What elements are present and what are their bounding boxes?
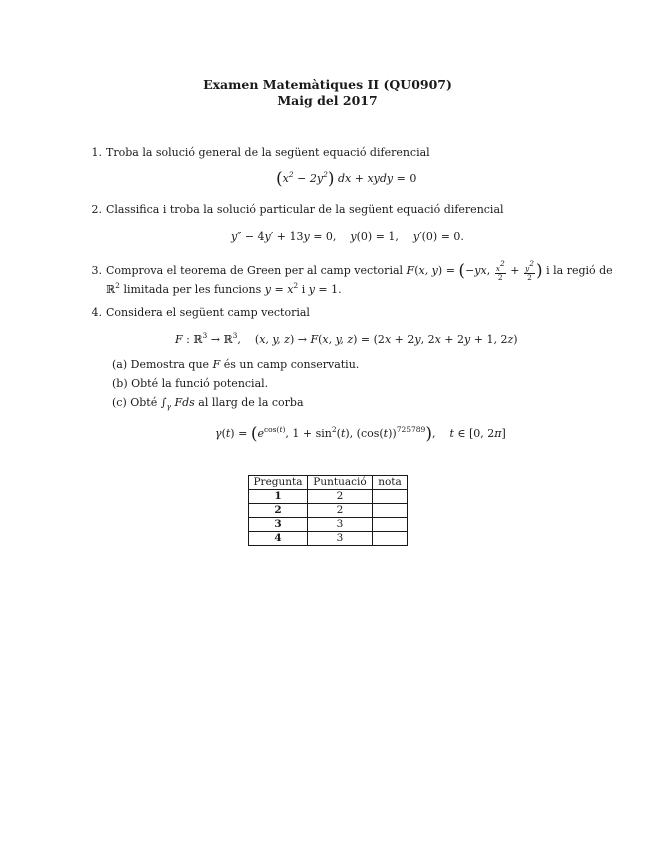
- exam-date: Maig del 2017: [277, 93, 378, 108]
- row-points: 2: [308, 504, 373, 518]
- question-1-text: Troba la solució general de la següent equació diferencial: [106, 146, 430, 159]
- question-3-text-after: i la regió de: [546, 264, 613, 277]
- header-points: Puntuació: [308, 476, 373, 490]
- question-4b: [112, 377, 268, 390]
- question-1-equation: $(x^2 - 2y^2)$ dx + xydy = 0: [276, 169, 417, 189]
- question-4a-text-a: Demostra que: [130, 358, 210, 371]
- row-question: 3: [249, 518, 308, 532]
- question-4b-label: (b): [112, 377, 128, 390]
- question-3-text-before: Comprova el teorema de Green per al camp vectorial: [106, 264, 404, 277]
- row-question: 1: [249, 490, 308, 504]
- question-2-number: 2.: [91, 203, 102, 216]
- score-table-header: [249, 476, 408, 490]
- question-4b-text: Obté la funció potencial.: [131, 377, 269, 390]
- question-3-and: i: [301, 283, 306, 296]
- exam-title: Examen Matemàtiques II (QU0907): [203, 77, 452, 92]
- table-row: [249, 504, 408, 518]
- question-4c-text-b: al llarg de la corba: [198, 396, 304, 409]
- question-3-number: 3.: [91, 264, 102, 277]
- question-4a: (a) Demostra que F és un camp conservatiu.: [112, 358, 360, 371]
- row-grade[interactable]: [373, 518, 408, 532]
- row-points: 3: [308, 532, 373, 546]
- header-question: Pregunta: [249, 476, 308, 490]
- header-grade: nota: [373, 476, 408, 490]
- question-3-line2-text: limitada per les funcions: [123, 283, 262, 296]
- question-4c-text-a: Obté: [130, 396, 158, 409]
- question-3-line2: ℝ$^2$ limitada per les funcions $y = x^2$ i y = 1.: [106, 281, 342, 296]
- question-4a-label: (a): [112, 358, 128, 371]
- row-grade[interactable]: [373, 504, 408, 518]
- question-4c-label: (c): [112, 396, 127, 409]
- question-1-number: 1.: [91, 146, 102, 159]
- row-points: 3: [308, 518, 373, 532]
- question-4-field-definition: F : ℝ$^3$ → ℝ$^3$, (x, y, z) → F(x, y, z) = (2x + 2y, 2x + 2y + 1, 2z): [175, 331, 518, 346]
- question-4-text: Considera el següent camp vectorial: [106, 306, 310, 319]
- table-row: [249, 532, 408, 546]
- row-grade[interactable]: [373, 490, 408, 504]
- question-4c: (c) Obté $\int_\gamma$ Fds al llarg de la corba: [112, 396, 304, 411]
- score-table: [248, 475, 408, 546]
- question-4a-text-b: és un camp conservatiu.: [223, 358, 360, 371]
- row-points: 2: [308, 490, 373, 504]
- table-row: [249, 490, 408, 504]
- row-question: 4: [249, 532, 308, 546]
- row-grade[interactable]: [373, 532, 408, 546]
- table-row: [249, 518, 408, 532]
- row-question: 2: [249, 504, 308, 518]
- question-2-equation: y″ − 4y′ + 13y = 0, y(0) = 1, y′(0) = 0.: [231, 230, 464, 243]
- question-3-line1: Comprova el teorema de Green per al camp vectorial F(x, y) = (−yx, $\frac{x^2}{2}$ + $\frac{y^2}{2}$ ) i la regió de: [106, 259, 613, 282]
- question-2-text: Classifica i troba la solució particular de la següent equació diferencial: [106, 203, 504, 216]
- question-4-number: 4.: [91, 306, 102, 319]
- question-4-curve: $\gamma(t) = (e^{cos(t)}$, $1 + \sin^2(t)$, $(\cos(t))^{725789}$), t ∈ [0, 2π]: [215, 424, 506, 444]
